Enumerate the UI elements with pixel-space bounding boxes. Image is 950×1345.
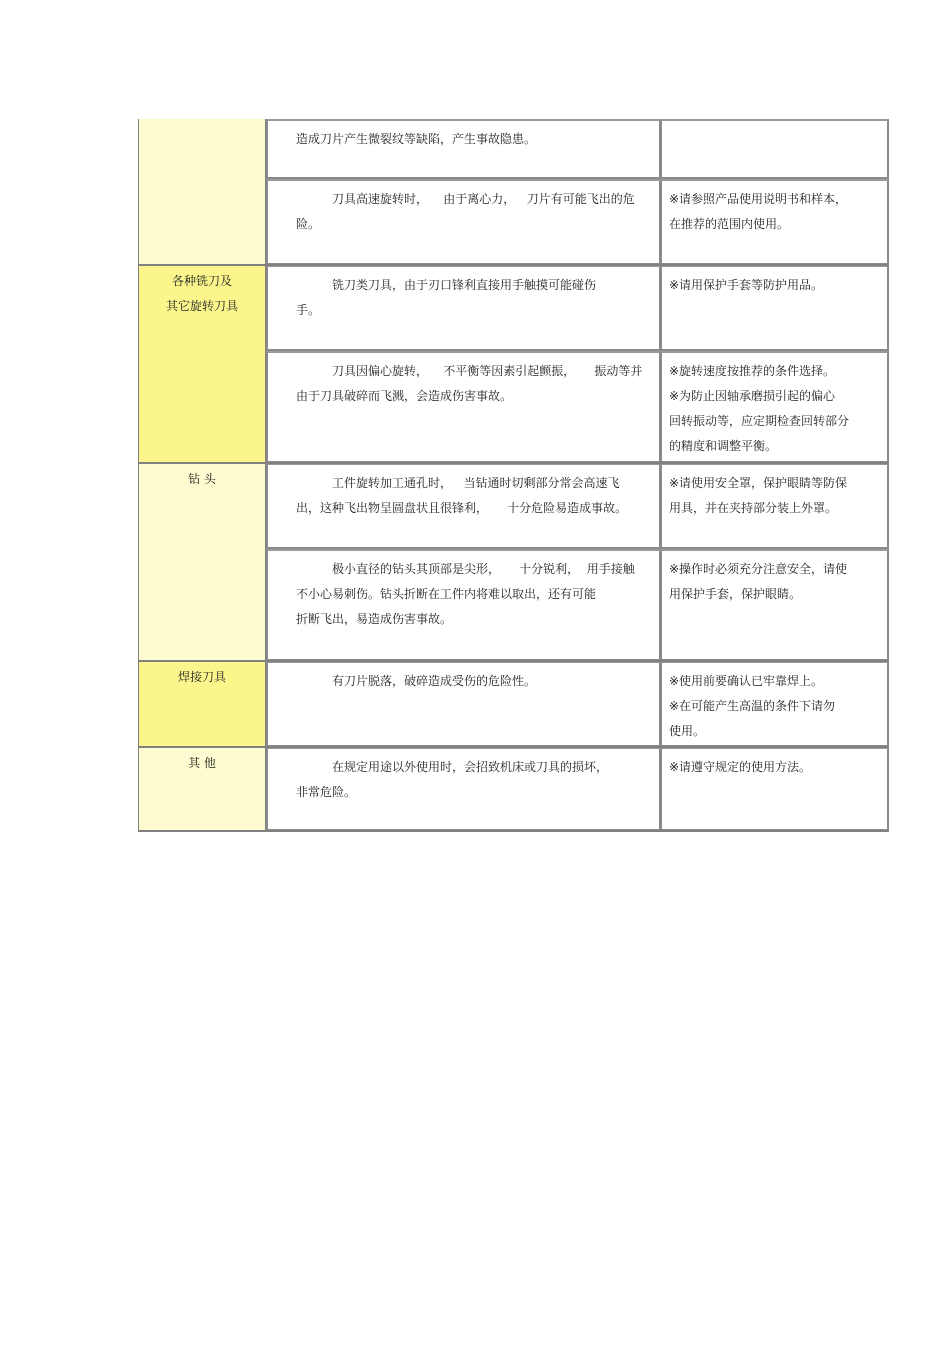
description-line: 刀具高速旋转时， 由于离心力， 刀片有可能飞出的危 xyxy=(332,192,635,206)
description-line: 在规定用途以外使用时，会招致机床或刀具的损坏， xyxy=(332,760,609,774)
note-line: ※操作时必须充分注意安全，请使 xyxy=(669,562,848,576)
description-line: 刀具因偏心旋转， 不平衡等因素引起颤振， 振动等并 xyxy=(332,364,643,378)
description-line: 不小心易刺伤。钻头折断在工件内将难以取出，还有可能 xyxy=(296,587,597,601)
hazard-description xyxy=(266,351,661,463)
safety-note xyxy=(660,549,889,661)
hazard-description xyxy=(266,661,661,747)
note-line: ※请遵守规定的使用方法。 xyxy=(669,760,812,774)
note-line: ※请使用安全罩，保护眼睛等防保 xyxy=(669,476,848,490)
row-divider xyxy=(138,746,889,748)
description-line: 险。 xyxy=(296,217,321,231)
category-label: 钻 头 xyxy=(188,472,216,486)
description-line: 折断飞出，易造成伤害事故。 xyxy=(296,612,453,626)
note-line: ※请参照产品使用说明书和样本， xyxy=(669,192,848,206)
hazard-description xyxy=(266,549,661,661)
category-label: 其 他 xyxy=(188,756,216,770)
category-label: 焊接刀具 xyxy=(177,670,226,684)
category-cell xyxy=(138,119,266,265)
note-line: 的精度和调整平衡。 xyxy=(669,439,778,453)
note-line: ※在可能产生高温的条件下请勿 xyxy=(669,699,836,713)
hazard-description xyxy=(266,747,661,831)
description-line: 极小直径的钻头其顶部是尖形， 十分锐利， 用手接触 xyxy=(332,562,635,576)
note-line: ※使用前要确认已牢靠焊上。 xyxy=(669,674,824,688)
safety-note xyxy=(660,265,889,351)
note-line: 回转振动等，应定期检查回转部分 xyxy=(669,414,850,428)
safety-note xyxy=(660,119,889,179)
note-line: 用具，并在夹持部分装上外罩。 xyxy=(669,501,838,515)
hazard-description xyxy=(266,179,661,265)
description-line: 造成刀片产生微裂纹等缺陷，产生事故隐患。 xyxy=(296,132,537,146)
note-line: ※请用保护手套等防护用品。 xyxy=(669,278,824,292)
description-line: 工件旋转加工通孔时， 当钻通时切剩部分常会高速飞 xyxy=(332,476,620,490)
safety-note xyxy=(660,747,889,831)
category-label xyxy=(139,119,265,123)
note-line: ※为防止因轴承磨损引起的偏心 xyxy=(669,389,836,403)
note-line: 使用。 xyxy=(669,724,706,738)
note-line: ※旋转速度按推荐的条件选择。 xyxy=(669,364,836,378)
safety-note xyxy=(660,351,889,463)
description-line: 有刀片脱落，破碎造成受伤的危险性。 xyxy=(332,674,537,688)
description-line: 手。 xyxy=(296,303,321,317)
safety-note xyxy=(660,661,889,747)
hazard-description xyxy=(266,265,661,351)
hazard-description xyxy=(266,463,661,549)
description-line: 非常危险。 xyxy=(296,785,357,799)
description-line: 出，这种飞出物呈圆盘状且很锋利， 十分危险易造成事故。 xyxy=(296,501,628,515)
row-divider xyxy=(138,264,889,266)
category-cell xyxy=(138,265,266,463)
table-bottom-border xyxy=(138,830,889,832)
row-divider xyxy=(138,462,889,464)
safety-note xyxy=(660,179,889,265)
note-line: 在推荐的范围内使用。 xyxy=(669,217,790,231)
category-cell xyxy=(138,661,266,747)
row-divider xyxy=(138,660,889,662)
hazard-description xyxy=(266,119,661,179)
safety-note xyxy=(660,463,889,549)
note-line: 用保护手套，保护眼睛。 xyxy=(669,587,802,601)
description-line: 由于刀具破碎而飞溅，会造成伤害事故。 xyxy=(296,389,513,403)
category-cell xyxy=(138,747,266,831)
category-label: 各种铣刀及 其它旋转刀具 xyxy=(165,274,238,313)
category-cell xyxy=(138,463,266,661)
description-line: 铣刀类刀具，由于刃口锋利直接用手触摸可能碰伤 xyxy=(332,278,597,292)
